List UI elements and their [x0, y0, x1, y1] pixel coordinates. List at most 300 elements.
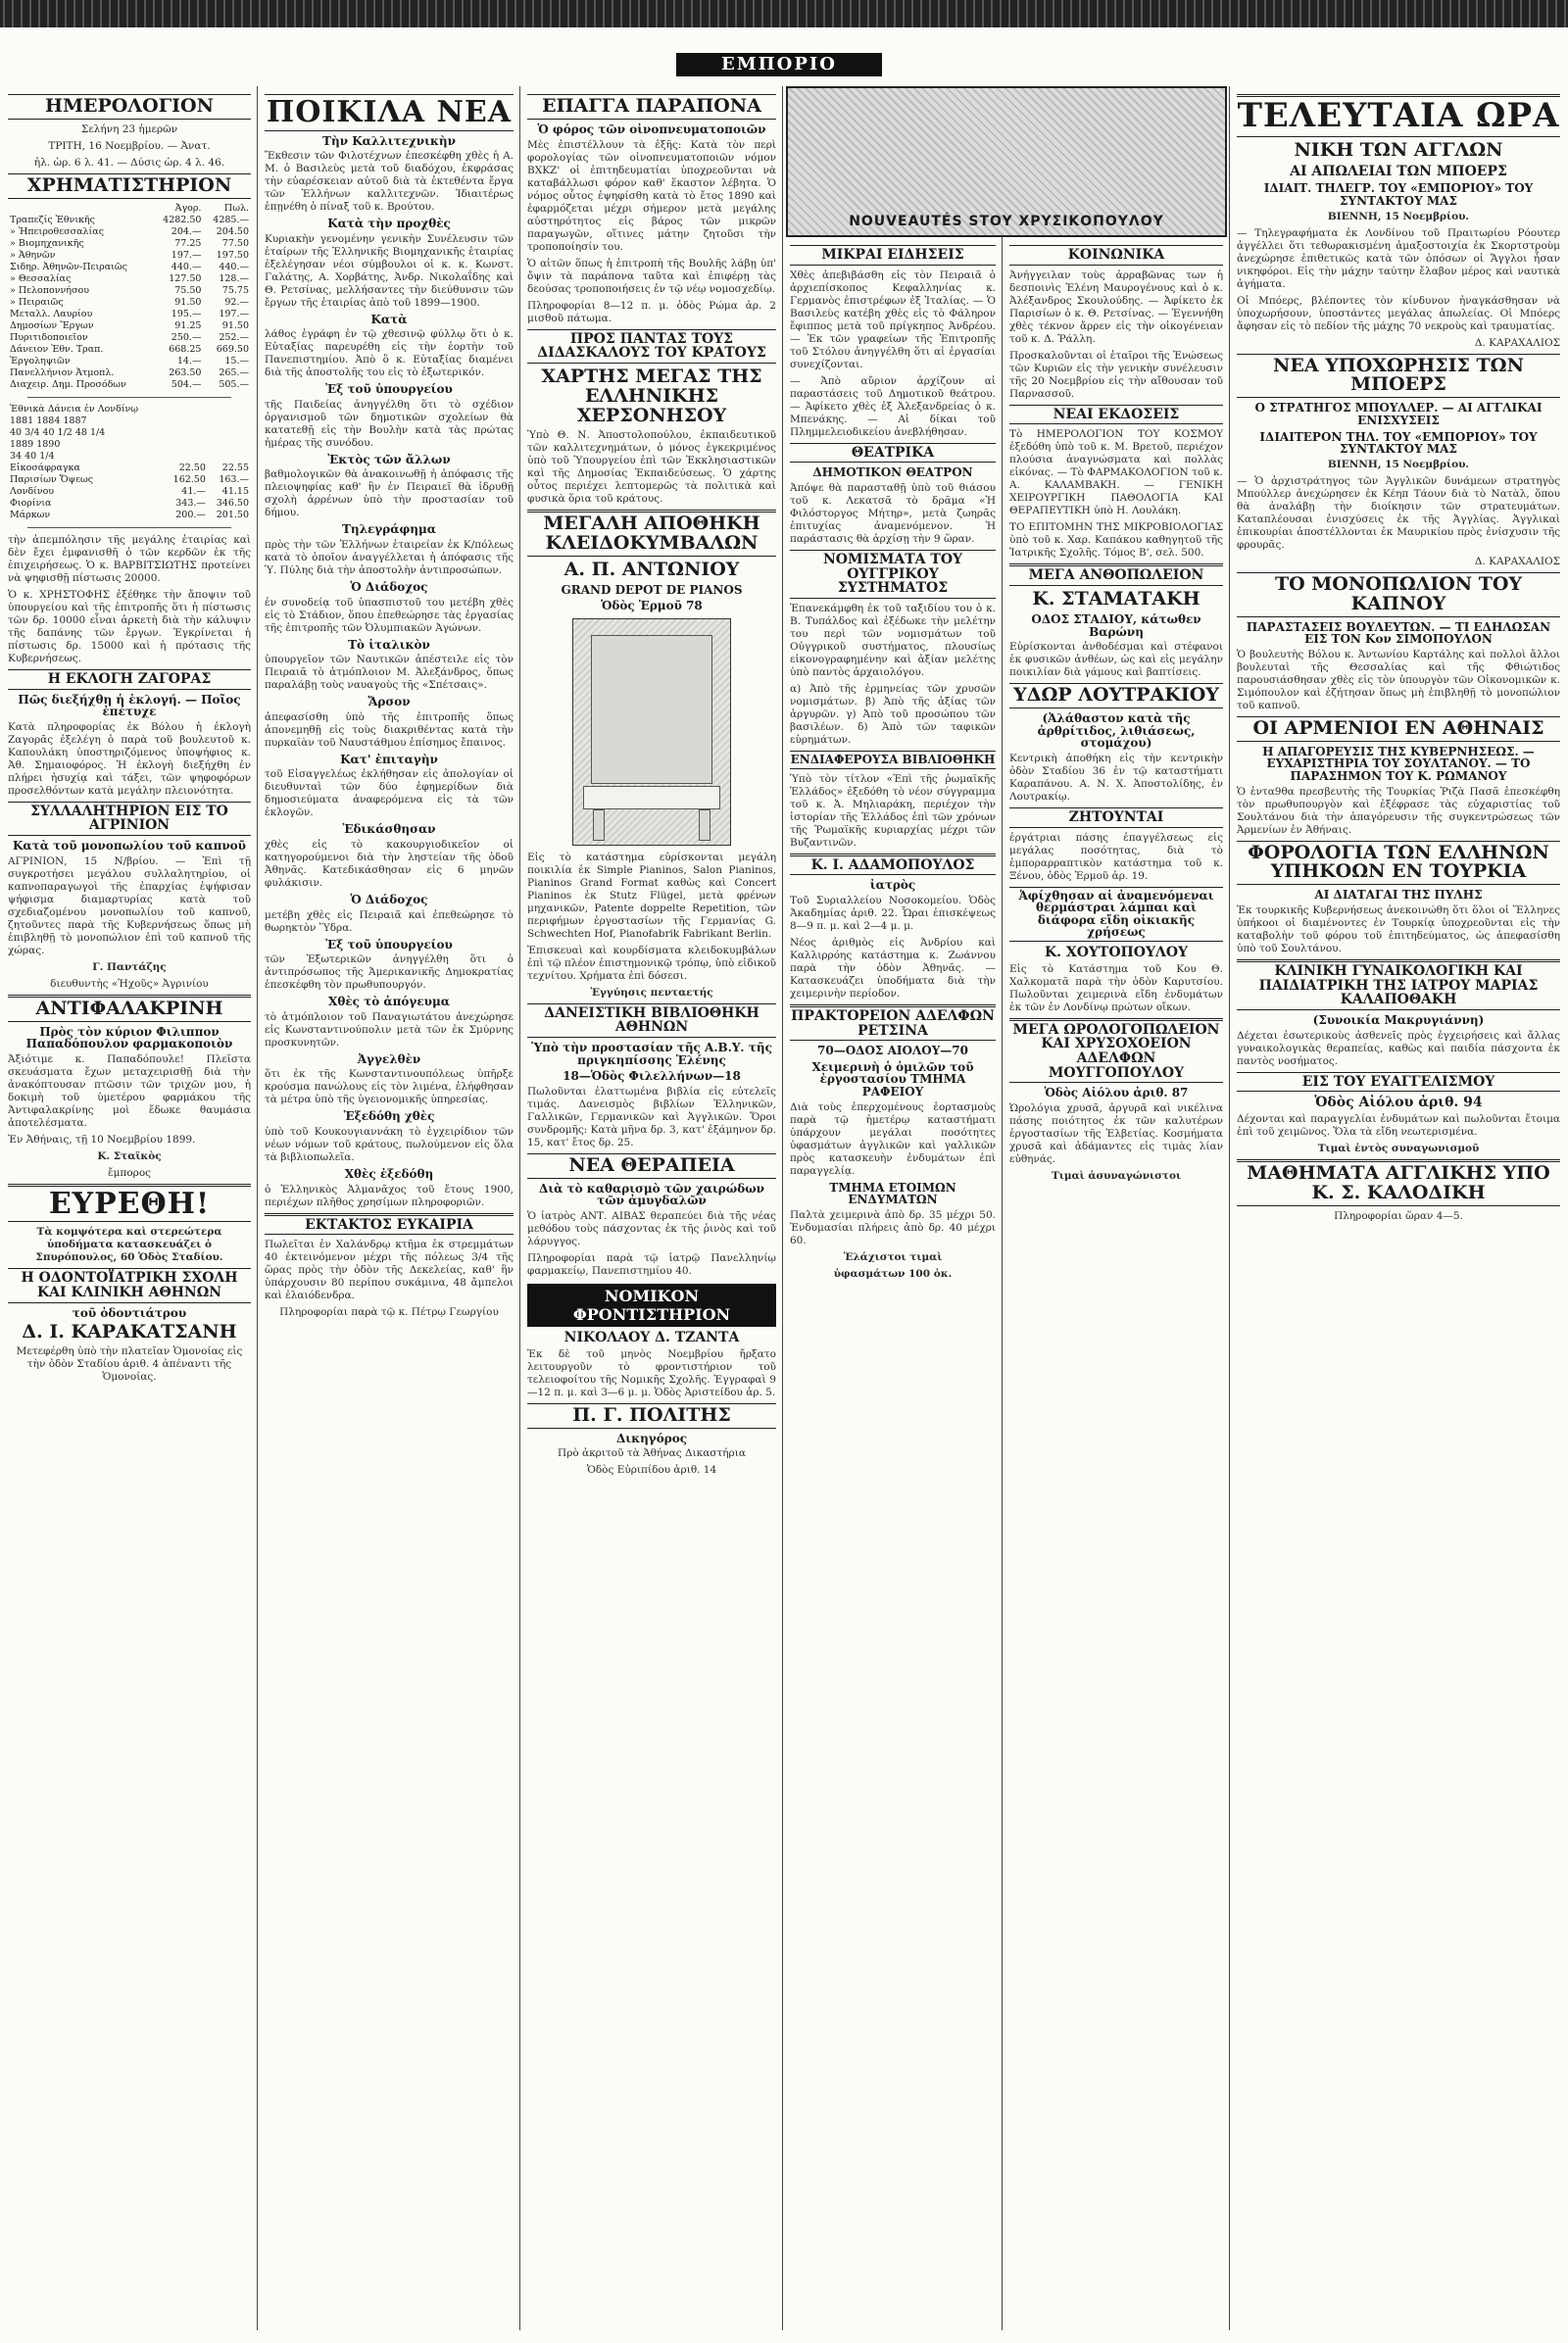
ad-text: Μετεφέρθη ὑπὸ τὴν πλατεῖαν Ὁμονοίας εἰς τὴν ὁδὸν Σταδίου ἀριθ. 4 ἀπέναντι τῆς Ὁμονοίας.	[16, 1345, 243, 1384]
ad-note: Τιμαὶ ἀσυναγώνιστοι	[1051, 1170, 1182, 1182]
table-cell: 22.50	[178, 462, 206, 473]
ad-text: Ὡρολόγια χρυσᾶ, ἀργυρᾶ καὶ νικέλινα πάσης ποιότητος ἐκ τῶν καλυτέρων ἐργοστασίων τῆς Ἑλβετίας. Κοσμήματα χρυσᾶ καὶ ἀδάμαντες εἰς τιμὰς λίαν εὐθηνάς.	[1009, 1102, 1223, 1165]
calendar-line: ΤΡΙΤΗ, 16 Νοεμβρίου. — Ἀνατ.	[48, 139, 211, 152]
article-text: τὴν ἀπεμπόλησιν τῆς μεγάλης ἐταιρίας καὶ δὲν ἔχει ἐμφανισθῆ ὁ τῶν κερδῶν ἐκ τῆς ἐπιχειρήσεως. Ὁ κ. ΒΑΡΒΙΤΣΙΩΤΗΣ προτείνει νὰ ψηφισθῇ πίστωσις 20000.	[8, 533, 251, 584]
table-cell	[165, 427, 208, 439]
article-heading: Η ΕΚΛΟΓΗ ΖΑΓΟΡΑΣ	[8, 669, 251, 690]
table-cell: 41.—	[181, 485, 206, 497]
ad-text: Ἐκ δὲ τοῦ μηνὸς Νοεμβρίου ἤρξατο λειτουργοῦν τὸ φροντιστήριον τοῦ τελειοφοίτου τῆς Νομικῆς Σχολῆς. Ἐγγραφαὶ 9—12 π. μ. καὶ 3—6 μ. μ. Ὁδὸς Ἀριστείδου ἀρ. 5.	[527, 1347, 776, 1398]
article-subheading: Κατὰ τοῦ μονοπωλίου τοῦ καπνοῦ	[12, 839, 247, 854]
table-cell: 505.—	[219, 378, 249, 390]
table-row	[8, 474, 251, 486]
masthead: ΕΜΠΟΡΙΟ	[676, 53, 882, 76]
table-cell: 91.25	[174, 319, 202, 331]
table-cell: 77.25	[174, 237, 202, 249]
signature-role: διευθυντὴς «Ἠχοῦς» Ἀγρινίου	[50, 977, 209, 990]
section-title: ΚΟΙΝΩΝΙΚΑ	[1009, 245, 1223, 266]
ad-heading: Κ. Ι. ΑΔΑΜΟΠΟΥΛΟΣ	[790, 854, 996, 876]
ad-subheading: Πρὸς τὸν κύριον Φιλιππον Παπαδόπουλον φαρμακοποιὸν	[25, 1024, 233, 1051]
ad-heading: ΕΚΤΑΚΤΟΣ ΕΥΚΑΙΡΙΑ	[265, 1213, 514, 1236]
news-text: ὁ Ἑλληνικὸς Ἀλμανᾶχος τοῦ ἔτους 1900, περιέχων πλῆθος χρησίμων πληροφοριῶν.	[265, 1183, 514, 1208]
top-border-band	[0, 0, 1568, 27]
table-row	[8, 262, 251, 273]
table-row	[8, 367, 251, 379]
news-heading: Κατὰ τὴν προχθὲς	[327, 217, 451, 231]
signature: Κ. Σταϊκὸς	[97, 1149, 162, 1162]
calendar-title: ΗΜΕΡΟΛΟΓΙΟΝ	[8, 94, 251, 120]
column-3	[527, 90, 776, 2334]
piano-leg	[593, 809, 605, 841]
section-title: ΤΕΛΕΥΤΑΙΑ ΩΡΑ	[1237, 96, 1560, 135]
ad-text: Ὁ ἰατρὸς ΑΝΤ. ΑΙΒΑΣ θεραπεύει διὰ τῆς νέας μεθόδου τοὺς πάσχοντας ἐκ τῆς ῥινὸς καὶ τοῦ λάρυγγος.	[527, 1210, 776, 1247]
ad-text: Νέος ἀριθμὸς εἰς Ἀνδρίου καὶ Καλλιρρόης κατάστημα κ. Ζωάννου παρὰ τὴν ὁδὸν Ἀθηνᾶς. — Κατασκευάζει ὑποδήματα διὰ τὴν χειμερινὴν περίοδον.	[790, 936, 996, 1000]
table-row	[8, 510, 251, 521]
news-text: Προσκαλοῦνται οἱ ἑταῖροι τῆς Ἑνώσεως τῶν Κυριῶν εἰς τὴν γενικὴν συνέλευσιν τῆς 20 Νοεμβρίου εἰς τὴν αἴθουσαν τοῦ Παρνασσοῦ.	[1009, 349, 1223, 400]
table-header-cell	[8, 203, 153, 215]
ad-heading: ΖΗΤΟΥΝΤΑΙ	[1009, 807, 1223, 828]
ad-contact: Πληροφορίαι παρὰ τῷ κ. Πέτρῳ Γεωργίου	[279, 1306, 499, 1319]
signature-role: ἔμπορος	[107, 1166, 152, 1179]
table-cell: 195.—	[171, 308, 202, 319]
news-heading: Τὸ ἰταλικὸν	[348, 637, 430, 652]
ad-date: Ἐν Ἀθήναις, τῇ 10 Νοεμβρίου 1899.	[8, 1133, 196, 1146]
column-1	[8, 90, 251, 2334]
article-heading: ΤΟ ΜΟΝΟΠΩΛΙΟΝ ΤΟΥ ΚΑΠΝΟΥ	[1237, 572, 1560, 617]
ad-heading: Π. Γ. ΠΟΛΙΤΗΣ	[527, 1403, 776, 1429]
piano-leg	[699, 809, 710, 841]
news-heading: Ἐδικάσθησαν	[342, 822, 436, 837]
article-subheading: ΔΗΜΟΤΙΚΟΝ ΘΕΑΤΡΟΝ	[812, 465, 973, 480]
ad-note: ὑφασμάτων 100 ὀκ.	[833, 1267, 953, 1280]
table-cell: 92.—	[224, 296, 249, 308]
table-cell: 4285.—	[213, 214, 249, 225]
article-text: Μὲς ἐπιστέλλουν τὰ ἑξῆς: Κατὰ τὸν περὶ φορολογίας τῶν οἰνοπνευματοποιῶν νόμον ΒΧΚΖ' οἱ ἐπιτηδευματίαι ὑποχρεοῦνται νὰ καταβάλλωσι φόρον καθ' ἕκαστον λέβητα. Ὁ νόμος οὗτος ἐψηφίσθη κατὰ τὸ ἔτος 1890 καὶ ἐφαρμόζεται μέχρι σήμερον μετὰ μεγάλης αὐστηρότητος εἰς βάρος τῶν μικρῶν παραγωγῶν, οἵτινες μάτην ζητοῦσι τὴν τροποποίησίν του.	[527, 138, 776, 253]
news-heading: Ἀγγελθὲν	[357, 1051, 421, 1066]
table-row	[8, 215, 251, 226]
news-text: τὸ ἀτμόπλοιον τοῦ Παναγιωτάτου ἀνεχώρησε εἰς Κωνσταντινούπολιν μετὰ τῶν ἐκ Σμύρνης προσκυνητῶν.	[265, 1010, 514, 1049]
news-text: ὑπὸ τοῦ Κουκουγιαννάκη τὸ ἐγχειρίδιον τῶν νέων νόμων τοῦ κράτους, πωλούμενον εἰς ὅλα τὰ βιβλιοπωλεῖα.	[265, 1126, 514, 1163]
table-cell: 263.50	[169, 366, 202, 378]
article-text: Ὁ κ. ΧΡΗΣΤΟΦΗΣ ἐξέθηκε τὴν ἄποψιν τοῦ ὑπουργείου καὶ τῆς ἐπιτροπῆς ὅτι ἡ πίστωσις τῶν δρ. 10000 εἶναι ἀρκετὴ διὰ τὴν κάλυψιν τῆς δαπάνης τῶν ἔργων. Ἐγκρίνεται ἡ πίστωσις δρ. 15000 καὶ ἡ πρότασις τῆς Κυβερνήσεως.	[8, 588, 251, 664]
ad-heading: Η ΟΔΟΝΤΟΪΑΤΡΙΚΗ ΣΧΟΛΗ ΚΑΙ ΚΛΙΝΙΚΗ ΑΘΗΝΩΝ	[8, 1268, 251, 1302]
news-text: τῶν Ἐξωτερικῶν ἀνηγγέλθη ὅτι ὁ ἀντιπρόσωπος τῆς Ἀμερικανικῆς Δημοκρατίας ἐπεσκέφθη τὸν πρωθυπουργόν.	[265, 953, 514, 992]
piano-keyboard	[583, 786, 720, 809]
ad-address: Ὁδὸς Αἰόλου ἀριθ. 87	[1044, 1086, 1189, 1100]
table-cell: 40 3/4 40 1/2 48 1/4	[10, 426, 106, 438]
table-row	[8, 332, 251, 344]
table-cell: » Πελοποννήσου	[10, 284, 89, 296]
table-row	[8, 463, 251, 474]
exchange-table	[8, 203, 251, 391]
divider	[27, 527, 231, 528]
ad-subheading: τοῦ ὀδοντιάτρου	[72, 1305, 187, 1320]
ad-subheading: (Ἀλάθαστον κατὰ τῆς ἀρθρίτιδος, λιθιάσεως, στομάχου)	[1037, 711, 1196, 751]
table-cell: Δημοσίων Ἔργων	[10, 319, 94, 331]
news-heading: Ἐξεδόθη χθὲς	[343, 1109, 435, 1124]
table-cell: 440.—	[171, 261, 202, 272]
news-heading: Ἐξ τοῦ ὑπουργείου	[325, 937, 453, 952]
article-text: ΑΓΡΙΝΙΟΝ, 15 Ν/βρίου. — Ἐπὶ τῇ συγκροτήσει μεγάλου συλλαλητηρίου, οἱ καπνοπαραγωγοὶ τῆς ἐπαρχίας ἐψήφισαν ψήφισμα διαμαρτυρίας κατὰ τοῦ σχεδιαζομένου μονοπωλίου τοῦ καπνοῦ, ζητοῦντες παρὰ τῆς Κυβερνήσεως ὅπως μὴ ἐπιβληθῇ τὸ μονοπώλιον ἐπὶ τοῦ καπνοῦ τῆς χώρας.	[8, 854, 251, 956]
table-cell: 162.50	[172, 473, 206, 485]
table-row	[8, 498, 251, 510]
table-cell: 163.—	[219, 473, 249, 485]
table-cell: 127.50	[169, 272, 202, 284]
ad-address: ΟΔΟΣ ΣΤΑΔΙΟΥ, κάτωθεν Βαρώνη	[1031, 612, 1201, 639]
table-cell: » Ἀθηνῶν	[10, 249, 56, 261]
article-subheading: ΠΑΡΑΣΤΑΣΕΙΣ ΒΟΥΛΕΥΤΩΝ. — ΤΙ ΕΔΗΛΩΣΑΝ ΕΙΣ ΤΟΝ Κον ΣΙΜΟΠΟΥΛΟΝ	[1246, 619, 1551, 647]
section-title: ΕΠΑΓΓΑ ΠΑΡΑΠΟΝΑ	[527, 94, 776, 120]
table-cell: 15.—	[224, 355, 249, 366]
ad-text: Εἰς τὸ Κατάστημα τοῦ Κου Θ. Χαλκοματᾶ παρὰ τὴν ὁδὸν Καρυτσίου. Πωλοῦνται χειμερινὰ εἴδη ἐνδυμάτων ἐκ τῶν ἐν Λονδίνῳ πρώτων οἴκων.	[1009, 962, 1223, 1013]
ad-subheading: Ὑπὸ τὴν προστασίαν τῆς Α.Β.Υ. τῆς πριγκηπίσσης Ἑλένης	[531, 1041, 772, 1067]
ad-heading: ΜΑΘΗΜΑΤΑ ΑΓΓΛΙΚΗΣ ΥΠΟ Κ. Σ. ΚΑΛΟΔΙΚΗ	[1237, 1159, 1560, 1206]
table-cell: Σιδηρ. Ἀθηνῶν-Πειραιῶς	[10, 261, 127, 272]
news-heading: Ἐξ τοῦ ὑπουργείου	[325, 382, 453, 397]
article-text: Ἐπανεκάμφθη ἐκ τοῦ ταξιδίου του ὁ κ. Β. Τυπάλδος καὶ ἐξέδωκε τὴν μελέτην του περὶ τῶν νομισμάτων τοῦ Οὐγγρικοῦ συστήματος, πλουσίως εἰκονογραφημένην καὶ ἀξίαν μελέτης ὑπὸ παντὸς ἀρχαιολόγου.	[790, 603, 996, 679]
table-header-cell: Ἀγορ.	[174, 202, 202, 214]
table-cell: 440.—	[219, 261, 249, 272]
table-cell: 252.—	[219, 331, 249, 343]
table-row	[8, 486, 251, 498]
table-cell: 669.50	[216, 343, 249, 355]
table-cell	[165, 404, 208, 415]
news-text: Ἔκθεσιν τῶν Φιλοτέχνων ἐπεσκέφθη χθὲς ἡ Α. Μ. ὁ Βασιλεὺς μετὰ τοῦ διαδόχου, ἐκφράσας τὴν εὐαρέσκειαν αὐτοῦ διὰ τὰ ἐκτεθέντα ἔργα τῶν Ἑλλήνων καλλιτεχνῶν. Ἰδιαιτέρως ἐπῃνέθη ὁ πίναξ τοῦ κ. Βρούτου.	[265, 150, 514, 214]
table-cell: 197.—	[219, 308, 249, 319]
table-cell: Ἐθνικὰ Δάνεια ἐν Λονδίνῳ	[10, 403, 139, 415]
news-text: ὅτι ἐκ τῆς Κωνσταντινουπόλεως ὑπῆρξε κρούσμα πανώλους εἰς τὸν λιμένα, ἐλήφθησαν τὰ μέτρα ὑπὸ τῆς ὑγειονομικῆς ὑπηρεσίας.	[265, 1068, 514, 1106]
article-text: Ὁ βουλευτὴς Βόλου κ. Ἀντωνίου Καρτάλης καὶ πολλοὶ ἄλλοι βουλευταὶ τῆς Θεσσαλίας καὶ τῆς Φθιώτιδος παρουσιάσθησαν χθὲς εἰς τὸν ὑπουργὸν τῶν Οἰκονομικῶν κ. Σιμόπουλον καὶ ἐζήτησαν ὅπως μὴ ἐπιβληθῇ τὸ μονοπώλιον τοῦ καπνοῦ.	[1237, 648, 1560, 711]
table-row	[8, 320, 251, 332]
ad-note: Τιμαὶ ἐντὸς συναγωνισμοῦ	[1317, 1143, 1480, 1155]
table-cell: 22.55	[221, 462, 249, 473]
news-heading: Ὁ Διάδοχος	[350, 580, 428, 595]
ad-heading: ΚΛΙΝΙΚΗ ΓΥΝΑΙΚΟΛΟΓΙΚΗ ΚΑΙ ΠΑΙΔΙΑΤΡΙΚΗ ΤΗΣ ΙΑΤΡΟΥ ΜΑΡΙΑΣ ΚΑΛΑΠΟΘΑΚΗ	[1237, 959, 1560, 1010]
table-cell	[208, 439, 251, 451]
ad-text: Ἐπισκευαὶ καὶ κουρδίσματα κλειδοκυμβάλων ἐπὶ τῷ πλέον ἐπιστημονικῷ τρόπῳ, ὑπὸ εἰδικοῦ τεχνίτου. Χρήματα ἐπὶ δόσεσι.	[527, 944, 776, 982]
table-row	[8, 427, 251, 439]
news-text: μετέβη χθὲς εἰς Πειραιᾶ καὶ ἐπεθεώρησε τὸ θωρηκτὸν Ὕδρα.	[265, 908, 514, 934]
table-row	[8, 356, 251, 367]
table-cell: 14.—	[176, 355, 202, 366]
news-text: τῆς Παιδείας ἀνηγγέλθη ὅτι τὸ σχέδιον ὀργανισμοῦ τῶν δημοτικῶν σχολείων θὰ κατατεθῇ εἰς τὴν Βουλὴν κατὰ τὰς πρώτας ἡμέρας τῆς συνόδου.	[265, 398, 514, 449]
article-heading: ΝΙΚΗ ΤΩΝ ΑΓΓΛΩΝ	[1294, 138, 1503, 161]
banner-label: NOUVEAUTÉS STOY ΧΡΥΣΙΚΟΠΟΥΛΟΥ	[849, 214, 1164, 229]
table-cell	[208, 415, 251, 427]
ad-text: Ἀξιότιμε κ. Παπαδόπουλε! Πλεῖστα σκευάσματα ἔχων μεταχειρισθῇ διὰ τὴν ἀνακόπτουσαν πτῶσιν τῶν τριχῶν μου, ἡ δοκιμὴ τοῦ ὑμετέρου φαρμάκου τῆς Ἀντιφαλακρίνης μοὶ ἔδωκε θαυμάσια ἀποτελέσματα.	[8, 1052, 251, 1129]
table-cell: 75.50	[174, 284, 202, 296]
news-heading: Χθὲς ἐξεδόθη	[344, 1167, 434, 1181]
news-text: Κυριακὴν γενομένην γενικὴν Συνέλευσιν τῶν ἑταίρων τῆς Ἑλληνικῆς Βιομηχανικῆς ἑταιρίας ἐξελέγησαν νέοι σύμβουλοι οἱ κ. κ. Κωνστ. Γαλάτης, Α. Χορβάτης, Ἀνδρ. Νικολαΐδης καὶ Θ. Ρετσίνας, μελλήσαντες τὴν διεύθυνσιν τῶν ἔργων τῆς ἑταιρίας ἀπὸ τοῦ 1899—1900.	[265, 232, 514, 309]
table-cell: » Ἠπειροθεσσαλίας	[10, 225, 105, 237]
table-cell: 343.—	[175, 497, 206, 509]
column-rule	[1229, 86, 1230, 2330]
ad-address: Ὁδὸς Εὐριπίδου ἀριθ. 14	[586, 1464, 717, 1477]
article-heading-large: ΧΑΡΤΗΣ ΜΕΓΑΣ ΤΗΣ ΕΛΛΗΝΙΚΗΣ ΧΕΡΣΟΝΗΣΟΥ	[541, 365, 762, 426]
ad-heading: Ἀφίχθησαν αἱ ἀναμενόμεναι θερμάστραι λάμπαι καὶ διάφορα εἴδη οἰκιακῆς χρήσεως	[1009, 887, 1223, 942]
news-text: — Ἀπὸ αὔριον ἀρχίζουν αἱ παραστάσεις τοῦ Δημοτικοῦ θεάτρου. — Ἀφίκετο χθὲς ἐξ Ἀλεξανδρείας ὁ κ. Μπενάκης. — Αἱ δίκαι τοῦ Πλημμελειοδικείου ἀνεβλήθησαν.	[790, 374, 996, 438]
ad-name: Κ. ΣΤΑΜΑΤΑΚΗ	[1032, 588, 1200, 610]
table-cell: 75.75	[221, 284, 249, 296]
news-heading: Ἄρσον	[368, 695, 411, 709]
article-heading: ΟΙ ΑΡΜΕΝΙΟΙ ΕΝ ΑΘΗΝΑΙΣ	[1237, 716, 1560, 742]
table-cell: 77.50	[221, 237, 249, 249]
article-subheading: ΑΙ ΔΙΑΤΑΓΑΙ ΤΗΣ ΠΥΛΗΣ	[1314, 888, 1483, 903]
ad-heading: ΜΕΓΑ ΩΡΟΛΟΓΟΠΩΛΕΙΟΝ ΚΑΙ ΧΡΥΣΟΧΟΕΙΟΝ ΑΔΕΛΦΩΝ ΜΟΥΓΓΟΠΟΥΛΟΥ	[1009, 1018, 1223, 1084]
article-text: Ὑπὸ τὸν τίτλον «Ἐπὶ τῆς ῥωμαϊκῆς Ἑλλάδος» ἐξεδόθη τὸ νέον σύγγραμμα τοῦ κ. Ἀ. Μηλιαράκη, περιέχον τὴν ἱστορίαν τῆς Ἑλλάδος ἐπὶ τῶν χρόνων τῆς Ῥωμαϊκῆς κυριαρχίας μέχρι τῶν Βυζαντινῶν.	[790, 772, 996, 849]
article-text: Τὸ ΗΜΕΡΟΛΟΓΙΟΝ ΤΟΥ ΚΟΣΜΟΥ ἐξεδόθη ὑπὸ τοῦ κ. Μ. Βρετοῦ, περιέχον πλούσια ἀναγνώσματα καὶ πολλὰς εἰκόνας. — Τὸ ΦΑΡΜΑΚΟΛΟΓΙΟΝ τοῦ κ. Α. ΚΑΛΑΜΒΑΚΗ. — ΓΕΝΙΚΗ ΧΕΙΡΟΥΡΓΙΚΗ ΠΑΘΟΛΟΓΙΑ ΚΑΙ ΘΕΡΑΠΕΥΤΙΚΗ ὑπὸ Η. Λουλάκη.	[1009, 428, 1223, 517]
news-heading: Κατ' ἐπιταγὴν	[340, 752, 438, 766]
article-heading: ΣΥΛΛΑΛΗΤΗΡΙΟΝ ΕΙΣ ΤΟ ΑΓΡΙΝΙΟΝ	[8, 802, 251, 836]
calendar-line: Σελήνη 23 ἡμερῶν	[80, 122, 178, 135]
ad-text: Εὑρίσκονται ἀνθοδέσμαι καὶ στέφανοι ἐκ φυσικῶν ἀνθέων, ὡς καὶ εἰς μεγάλην ποικιλίαν διὰ γάμους καὶ βαπτίσεις.	[1009, 641, 1223, 679]
news-text: ὑπουργεῖον τῶν Ναυτικῶν ἀπέστειλε εἰς τὸν Πειραιᾶ τὸ ἀτμόπλοιον Μ. Ἀλεξάνδρος, ὅπως παραλάβῃ τοὺς ναυαγοὺς τῆς «Σπέτσαις».	[265, 654, 514, 692]
ad-text: Κεντρικὴ ἀποθήκη εἰς τὴν κεντρικὴν ὁδὸν Σταδίου 36 ἐν τῷ καταστήματι Καραπάνου. Α. Ν. Χ. Ἀποστολίδης, ἐν Λουτρακίῳ.	[1009, 752, 1223, 803]
section-title: ΝΕΑΙ ΕΚΔΟΣΕΙΣ	[1009, 405, 1223, 425]
article-text: Ὁ ἐντα9θα πρεσβευτὴς τῆς Τουρκίας Ῥιζὰ Πασᾶ ἐπεσκέφθη τὸν πρωθυπουργὸν καὶ ἐξέφρασε τὰς εὐχαριστίας τοῦ Σουλτάνου διὰ τὴν ἀπαγόρευσιν τῆς συγκεντρώσεως τῶν Ἀρμενίων ἐν Ἀθήναις.	[1237, 785, 1560, 836]
article-heading: ΑΙ ΑΠΩΛΕΙΑΙ ΤΩΝ ΜΠΟΕΡΣ	[1290, 163, 1507, 179]
table-cell: 197.—	[171, 249, 202, 261]
article-text: Ὁ αἰτῶν ὅπως ἡ ἐπιτροπὴ τῆς Βουλῆς λάβῃ ὑπ' ὄψιν τὰ παράπονα ταῦτα καὶ ἐπιφέρῃ τὰς δεούσας τροποποιήσεις ἐν τῷ νέῳ νομοσχεδίῳ.	[527, 257, 776, 295]
ad-text: Διὰ τοὺς ἐπερχομένους ἑορτασμοὺς παρὰ τῷ ἡμετέρῳ καταστήματι ὑπάρχουν μεγάλαι ποσότητες ὑφασμάτων ἀγγλικῶν καὶ γαλλικῶν πρὸς κατασκευὴν ἐνδυμάτων ἐπὶ παραγγελίᾳ.	[790, 1100, 996, 1177]
section-title: ΠΟΙΚΙΛΑ ΝΕΑ	[266, 95, 513, 129]
news-text: πρὸς τὴν τῶν Ἐλλήνων ἑταιρείαν ἐκ Κ/πόλεως κατὰ τὸ ὁποῖον ἀναγγέλλεται ἡ ἀπόφασις τῆς Ὑ. Πύλης διὰ τὴν ἀποστολὴν ἀντιπροσώπων.	[265, 539, 514, 577]
table-cell: Ἐργοληψιῶν	[10, 355, 71, 366]
table-cell: Λονδίνου	[10, 485, 55, 497]
ad-name: ΝΙΚΟΛΑΟΥ Δ. ΤΖΑΝΤΑ	[564, 1330, 740, 1345]
table-row	[8, 439, 251, 451]
article-text: — Ὁ ἀρχιστράτηγος τῶν Ἀγγλικῶν δυνάμεων στρατηγὸς Μπούλλερ ἀνεχώρησεν ἐκ Κέηπ Τάουν διὰ τὸ Νατὰλ, ὅπου θὰ ἀναλάβῃ τὴν διοίκησιν τῶν στρατευμάτων. Καταπλέουσαι ἐνισχύσεις ἐκ τῆς Ἀγγλίας. Ἀγγλικαὶ ἐπικουρίαι ἀποστέλλονται ἐκ Μαυρικίου πρὸς ἐνίσχυσιν τῆς φρουρᾶς.	[1237, 474, 1560, 551]
article-text: Πληροφορίαι 8—12 π. μ. ὁδὸς Ρώμα ἀρ. 2 μισθοῦ πάτωμα.	[527, 299, 776, 324]
divider	[27, 397, 231, 398]
ad-address: Ὁδὸς Αἰόλου ἀριθ. 94	[1314, 1095, 1483, 1111]
ad-name: Δ. Ι. ΚΑΡΑΚΑΤΣΑΝΗ	[22, 1321, 237, 1343]
table-header	[8, 203, 251, 215]
article-subheading: ΙΔΙΑΙΤ. ΤΗΛΕΓΡ. ΤΟΥ «ΕΜΠΟΡΙΟΥ» ΤΟΥ ΣΥΝΤΑΚΤΟΥ ΜΑΣ	[1263, 181, 1534, 208]
table-row	[8, 297, 251, 309]
table-cell: 197.50	[216, 249, 249, 261]
ad-note: Ἐλάχιστοι τιμαὶ	[843, 1250, 943, 1263]
piano-body	[591, 635, 712, 784]
ad-heading: ΜΕΓΑ ΑΝΘΟΠΩΛΕΙΟΝ	[1009, 563, 1223, 586]
column-5	[1009, 241, 1223, 2332]
table-cell	[208, 451, 251, 463]
news-text: τοῦ Εἰσαγγελέως ἐκλήθησαν εἰς ἀπολογίαν οἱ διευθυνταὶ τῶν δύο ἐφημερίδων διὰ δημοσιεύματα ἀναφερόμενα εἰς τὰ τῶν ἐκλογῶν.	[265, 768, 514, 819]
ad-heading-large: ΕΥΡΕΘΗ!	[8, 1184, 251, 1223]
table-cell: 265.—	[219, 366, 249, 378]
ad-address: Ὁδὸς Ἑρμοῦ 78	[601, 599, 703, 613]
ad-subheading: Χειμερινὴ ὁ ὁμιλῶν τοῦ ἐργοστασίου ΤΜΗΜΑ ΡΑΦΕΙΟΥ	[811, 1059, 974, 1099]
table-cell: 668.25	[169, 343, 202, 355]
table-cell: 34 40 1/4	[10, 450, 55, 462]
news-text: Χθὲς ἀπεβιβάσθη εἰς τὸν Πειραιᾶ ὁ ἀρχιεπίσκοπος Κεφαλληνίας κ. Γερμανὸς ἐπιστρέφων ἐξ Ἰταλίας. — Ὁ Βασιλεὺς κατέβη χθὲς εἰς τὸ Φάληρον ἔφιππος μετὰ τοῦ πρίγκηπος Ἀνδρέου. — Ἐκ τῶν γραφείων τῆς Ἐπιτροπῆς τοῦ Στόλου ἀνηγγέλθη ὅτι αἱ ἐργασίαι συνεχίζονται.	[790, 268, 996, 370]
table-cell: 504.—	[171, 378, 202, 390]
table-cell: Διαχειρ. Δημ. Προσόδων	[10, 378, 126, 390]
table-row	[8, 285, 251, 297]
table-cell: 128.—	[219, 272, 249, 284]
ad-text: Δέχονται καὶ παραγγελίαι ἐνδυμάτων καὶ πωλοῦνται ἔτοιμα ἐπὶ τοῦ χειμῶνος. Ὅλα τὰ εἴδη νεωτερισμένα.	[1237, 1113, 1560, 1139]
article-subheading: Πῶς διεξήχθη ἡ ἐκλογή. — Ποῖος ἐπέτυχε	[18, 692, 241, 719]
ad-text: Τοῦ Συριαλλείου Νοσοκομείου. Ὁδὸς Ἀκαδημίας ἀριθ. 22. Ὧραι ἐπισκέψεως 8—9 π. μ. καὶ 2—4 μ. μ.	[790, 894, 996, 932]
article-heading: ΝΟΜΙΣΜΑΤΑ ΤΟΥ ΟΥΓΓΡΙΚΟΥ ΣΥΣΤΗΜΑΤΟΣ	[790, 550, 996, 599]
article-subheading: Η ΑΠΑΓΟΡΕΥΣΙΣ ΤΗΣ ΚΥΒΕΡΝΗΣΕΩΣ. — ΕΥΧΑΡΙΣΤΗΡΙΑ ΤΟΥ ΣΟΥΛΤΑΝΟΥ. — ΤΟ ΠΑΡΑΣΗΜΟΝ ΤΟΥ Κ. ΡΩΜΑΝΟΥ	[1262, 744, 1535, 783]
table-cell	[165, 439, 208, 451]
column-rule	[257, 86, 258, 2330]
table-cell: 204.—	[171, 225, 202, 237]
dateline: ΒΙΕΝΝΗ, 15 Νοεμβρίου.	[1327, 458, 1470, 470]
ad-subheading: ἰατρὸς	[869, 878, 916, 893]
table-cell: Παρισίων Ὄψεως	[10, 473, 94, 485]
table-cell: 41.15	[221, 485, 249, 497]
column-rule	[1002, 86, 1003, 2330]
news-heading: Χθὲς τὸ ἀπόγευμα	[328, 995, 450, 1009]
ad-subheading: (Συνοικία Μακρυγιάννη)	[1312, 1013, 1485, 1028]
signature: Γ. Παντάζης	[92, 960, 167, 973]
ad-text: Εἰς τὸ κατάστημα εὑρίσκονται μεγάλη ποικιλία ἐκ Simple Pianinos, Salon Pianinos, Pianinos Grand Format καθὼς καὶ Concert Pianinos ἐκ Stutz Flügel, μετὰ φρένων μηχανικῶν, Patente doppelte Repetition, τῶν περιφήμων ἐργοστασίων τῆς Γερμανίας G. Schwechten Hof, Pianofabrik Fabrikant Berlin.	[527, 851, 776, 940]
table-row	[8, 309, 251, 320]
ad-name: Κ. ΧΟΥΤΟΠΟΥΛΟΥ	[1044, 944, 1189, 960]
table-cell: Πανελλήνιον Ἀτμοπλ.	[10, 366, 115, 378]
table-cell: 346.50	[216, 497, 249, 509]
ad-name: Α. Π. ΑΝΤΩΝΙΟΥ	[564, 558, 740, 580]
table-cell: 1889 1890	[10, 438, 61, 450]
table-cell: 204.50	[216, 225, 249, 237]
ad-address: 18—Ὁδὸς Φιλελλήνων—18	[563, 1069, 741, 1084]
ad-text: Παλτὰ χειμερινὰ ἀπὸ δρ. 35 μέχρι 50. Ἐνδυμασίαι πλήρεις ἀπὸ δρ. 40 μέχρι 60.	[790, 1208, 996, 1246]
ad-subheading: Πληροφορίαι ὥραν 4—5.	[1334, 1209, 1463, 1222]
table-row	[8, 379, 251, 391]
article-text: Κατὰ πληροφορίας ἐκ Βόλου ἡ ἐκλογὴ Ζαγορᾶς ἐξελέγη ὁ παρὰ τοῦ βουλευτοῦ κ. Καπουλάκη ὑποστηριζόμενος ὑποψήφιος κ. Ἀθ. Σημαιοφόρος. Ἡ ἐκλογὴ διεξήχθη ἐν πλήρει ἡσυχίᾳ καὶ τάξει, τῶν ψηφοφόρων προσελθόντων κατὰ μεγάλην πλειονότητα.	[8, 720, 251, 797]
news-text: ἀπεφασίσθη ὑπὸ τῆς ἐπιτροπῆς ὅπως ἀπονεμηθῇ εἰς τοὺς διακριθέντας κατὰ τὴν πυρκαϊὰν τοῦ Ναυστάθμου ἐπίσημος ἔπαινος.	[265, 710, 514, 749]
article-text: Ἀπόψε θὰ παρασταθῇ ὑπὸ τοῦ θιάσου τοῦ κ. Λεκατσᾶ τὸ δρᾶμα «Ἡ Φιλόστοργος Μήτηρ», μετὰ ζωηρᾶς ἐπιτυχίας ἀναμενόμενον. Ἡ παράστασις θὰ ἀρχίσῃ τὴν 9 ὥραν.	[790, 481, 996, 545]
table-row	[8, 451, 251, 463]
article-text: Οἱ Μπόερς, βλέποντες τὸν κίνδυνον ἠναγκάσθησαν νὰ ὑποχωρήσουν, ὑποστάντες μεγάλας ἀπωλείας. Οἱ Μπόερς ἄφησαν εἰς τὸ πεδίον τῆς μάχης 70 νεκροὺς καὶ τραυματίας.	[1237, 294, 1560, 332]
article-text: Ὑπὸ Θ. Ν. Ἀποστολοπούλου, ἐκπαιδευτικοῦ τῶν καλλιτεχνημάτων, ὁ μόνος ἐγκεκριμένος ὑπὸ τοῦ Ὑπουργείου ἐπὶ τῶν Ἐκκλησιαστικῶν καὶ τῆς Δημοσίας Ἐκπαιδεύσεως. Ὁ χάρτης οὗτος περιέχει λεπτομερῶς τὰ πολιτικὰ καὶ φυσικὰ ὅρια τοῦ κράτους.	[527, 428, 776, 505]
ad-heading-inverse: ΝΟΜΙΚΟΝ ΦΡΟΝΤΙΣΤΗΡΙΟΝ	[527, 1284, 776, 1327]
section-title: ΘΕΑΤΡΙΚΑ	[790, 443, 996, 464]
article-text: α) Ἀπὸ τῆς ἑρμηνείας τῶν χρυσῶν νομισμάτων. β) Ἀπὸ τῆς ἀξίας τῶν ἀργυρῶν. γ) Ἀπὸ τοῦ προσώπου τῶν βασιλέων. δ) Ἀπὸ τῶν ταφικῶν εὑρημάτων.	[790, 683, 996, 747]
article-text: Ἐκ τουρκικῆς Κυβερνήσεως ἀνεκοινώθη ὅτι ὅλοι οἱ Ἕλληνες ὑπήκοοι οἱ διαμένοντες ἐν Τουρκίᾳ ὑποχρεοῦνται εἰς τὴν καταβολὴν τοῦ φόρου τοῦ ἐπιτηδεύματος, ὡς ἀπεφασίσθη ὑπὸ τοῦ Σουλτάνου.	[1237, 904, 1560, 954]
signature: Δ. ΚΑΡΑΧΑΛΙΟΣ	[1474, 336, 1560, 349]
ad-text: Πωλοῦνται ἐλαττωμένα βιβλία εἰς εὐτελεῖς τιμάς. Δανεισμὸς βιβλίων Ἑλληνικῶν, Γαλλικῶν, Γερμανικῶν καὶ Ἀγγλικῶν. Ὅροι συνδρομῆς: Κατὰ μῆνα δρ. 3, κατ' ἐξάμηνον δρ. 15, κατ' ἔτος δρ. 25.	[527, 1085, 776, 1148]
table-cell: » Βιομηχανικῆς	[10, 237, 84, 249]
news-heading: Ὁ Διάδοχος	[350, 893, 428, 907]
exchange-table-2	[8, 404, 251, 521]
table-row	[8, 273, 251, 285]
news-text: χθὲς εἰς τὸ κακουργιοδικεῖον οἱ κατηγορούμενοι διὰ τὴν ληστείαν τῆς ὁδοῦ Ἀθηνᾶς. Κατεδικάσθησαν εἰς 6 μηνῶν φυλάκισιν.	[265, 839, 514, 890]
article-subheading: Ο ΣΤΡΑΤΗΓΟΣ ΜΠΟΥΛΛΕΡ. — ΑΙ ΑΓΓΛΙΚΑΙ ΕΝΙΣΧΥΣΕΙΣ	[1254, 401, 1543, 427]
table-cell: Μάρκων	[10, 509, 51, 520]
ad-heading: ΥΔΩΡ ΛΟΥΤΡΑΚΙΟΥ	[1009, 683, 1223, 708]
table-cell: Μεταλλ. Λαυρίου	[10, 308, 93, 319]
article-subheading: Ὁ φόρος τῶν οἰνοπνευματοποιῶν	[537, 122, 766, 136]
news-heading: Τηλεγράφημα	[341, 522, 437, 537]
ad-subheading: GRAND DEPOT DE PIANOS	[561, 582, 743, 597]
table-cell: 200.—	[175, 509, 206, 520]
illustrated-banner	[786, 86, 1227, 237]
section-title: ΜΙΚΡΑΙ ΕΙΔΗΣΕΙΣ	[790, 245, 996, 266]
ad-heading: ΝΕΑ ΘΕΡΑΠΕΙΑ	[527, 1153, 776, 1179]
ad-heading: ΑΝΤΙΦΑΛΑΚΡΙΝΗ	[8, 995, 251, 1022]
table-cell: 250.—	[171, 331, 202, 343]
news-text: Ἀνήγγειλαν τοὺς ἀρραβῶνας των ἡ δεσποινὶς Ἑλένη Μαυρογένους καὶ ὁ κ. Ἀλέξανδρος Σκουλούδης. — Ἀφίκετο ἐκ Παρισίων ὁ κ. Θ. Ρετσίνας. — Ἐγεννήθη χθὲς τέκνον ἄρρεν εἰς τὴν οἰκογένειαν τοῦ κ. Δ. Ῥάλλη.	[1009, 268, 1223, 345]
ad-heading: ΜΕΓΑΛΗ ΑΠΟΘΗΚΗ ΚΛΕΙΔΟΚΥΜΒΑΛΩΝ	[527, 510, 776, 557]
ad-subheading: ΤΜΗΜΑ ΕΤΟΙΜΩΝ ΕΝΔΥΜΑΤΩΝ	[829, 1180, 956, 1207]
table-cell	[165, 451, 208, 463]
table-row	[8, 250, 251, 262]
ad-subheading: Διὰ τὸ καθαρισμὸ τῶν χαιρώδων τῶν ἀμυγδαλῶν	[539, 1181, 764, 1208]
ad-heading: ΠΡΑΚΤΟΡΕΙΟΝ ΑΔΕΛΦΩΝ ΡΕΤΣΙΝΑ	[790, 1004, 996, 1041]
news-text: λάθος ἐγράφη ἐν τῷ χθεσινῷ φύλλῳ ὅτι ὁ κ. Εὐταξίας παρευρέθη εἰς τὴν ἑορτὴν τοῦ Πανεπιστημίου. Ἀπὸ ὃ κ. Εὐταξίας διαμένει διὰ τῆς ἀποστολῆς του εἰς τὸ ἐξωτερικόν.	[265, 328, 514, 379]
ad-note: Ἐγγύησις πενταετής	[590, 986, 713, 999]
column-4	[790, 241, 996, 2332]
table-cell: » Θεσσαλίας	[10, 272, 72, 284]
column-6	[1237, 90, 1560, 2334]
column-rule	[519, 86, 520, 2330]
ad-text: Πληροφορίαι παρὰ τῷ ἰατρῷ Πανελληνίῳ φαρμακείῳ, Πανεπιστημίου 40.	[527, 1252, 776, 1277]
column-2	[265, 90, 514, 2334]
table-header-cell: Πωλ.	[223, 202, 249, 214]
article-heading: ΕΝΔΙΑΦΕΡΟΥΣΑ ΒΙΒΛΙΟΘΗΚΗ	[790, 751, 996, 769]
table-cell: Δάνειον Ἐθν. Τραπ.	[10, 343, 104, 355]
article-text: — Τηλεγραφήματα ἐκ Λονδίνου τοῦ Πραιτωρίου Ρόουτερ ἀγγέλλει ὅτι τεθωρακισμένη ἁμαξοστοιχία ἐκ Σκορτστροὺμ ἀνεχώρησε ἐπιθετικῶς κατὰ τῶν ὁπόσων οἱ Ἄγγλοι ἦσαν νικηφόροι. Εἰς τὴν μάχην ταύτην ἔλαβον μέρος καὶ ναυτικὰ ἀγήματα.	[1237, 226, 1560, 290]
table-cell: Τραπεζίς Ἐθνικῆς	[10, 214, 95, 225]
table-cell: Φιορίνια	[10, 497, 52, 509]
news-heading: Ἐκτὸς τῶν ἄλλων	[327, 452, 451, 466]
table-row	[8, 344, 251, 356]
signature: Δ. ΚΑΡΑΧΑΛΙΟΣ	[1474, 555, 1560, 567]
news-text: βαθμολογικῶν θὰ ἀνακοινωθῇ ἡ ἀπόφασις τῆς πλειοψηφίας καθ' ἣν ἐν Πειραιεῖ θὰ ἱδρυθῇ σχολὴ ἀρρένων ὑπὸ τὴν προστασίαν τοῦ δήμου.	[265, 468, 514, 519]
table-cell: 201.50	[216, 509, 249, 520]
news-heading: Τὴν Καλλιτεχνικὴν	[322, 133, 456, 148]
article-heading: ΝΕΑ ΥΠΟΧΩΡΗΣΙΣ ΤΩΝ ΜΠΟΕΡΣ	[1237, 354, 1560, 399]
table-row	[8, 226, 251, 238]
table-row	[8, 238, 251, 250]
table-cell	[208, 427, 251, 439]
ad-heading: ΔΑΝΕΙΣΤΙΚΗ ΒΙΒΛΙΟΘΗΚΗ ΑΘΗΝΩΝ	[527, 1003, 776, 1038]
news-heading: Κατὰ	[370, 312, 408, 326]
ad-text: ἐργάτριαι πάσης ἐπαγγέλσεως εἰς μεγάλας ποσότητας, διὰ τὸ ἐμποραρραπτικὸν κατάστημα τοῦ κ. Ξένου, ὁδὸς Ἑρμοῦ ἀρ. 19.	[1009, 831, 1223, 882]
article-subheading: ΙΔΙΑΙΤΕΡΟΝ ΤΗΛ. ΤΟΥ «ΕΜΠΟΡΙΟΥ» ΤΟΥ ΣΥΝΤΑΚΤΟΥ ΜΑΣ	[1259, 429, 1538, 457]
ad-heading: ΕΙΣ ΤΟΥ ΕΥΑΓΓΕΛΙΣΜΟΥ	[1237, 1072, 1560, 1093]
table-cell: 4282.50	[163, 214, 202, 225]
piano-illustration	[572, 618, 731, 846]
table-cell	[208, 404, 251, 415]
table-row	[8, 415, 251, 427]
table-cell: 1881 1884 1887	[10, 415, 87, 426]
table-cell: » Πειραιῶς	[10, 296, 64, 308]
table-cell	[165, 415, 208, 427]
column-rule	[782, 86, 783, 2330]
exchange-title: ΧΡΗΜΑΤΙΣΤΗΡΙΟΝ	[8, 173, 251, 199]
table-cell: 91.50	[174, 296, 202, 308]
article-text: ΤΟ ΕΠΙΤΟΜΗΝ ΤΗΣ ΜΙΚΡΟΒΙΟΛΟΓΙΑΣ ὑπὸ τοῦ κ. Χαρ. Καπάκου καθηγητοῦ τῆς Ἰατρικῆς Σχολῆς. Τόμος Β', σελ. 500.	[1009, 521, 1223, 560]
article-heading: ΠΡΟΣ ΠΑΝΤΑΣ ΤΟΥΣ ΔΙΔΑΣΚΑΛΟΥΣ ΤΟΥ ΚΡΑΤΟΥΣ	[527, 329, 776, 364]
ad-subheading: Δικηγόρος	[615, 1431, 688, 1445]
dateline: ΒΙΕΝΝΗ, 15 Νοεμβρίου.	[1327, 210, 1470, 222]
ad-text: Τὰ κομψότερα καὶ στερεώτερα ὑποδήματα κατασκευάζει ὁ Σπυρόπουλος, 60 Ὁδὸς Σταδίου.	[35, 1226, 223, 1264]
calendar-line: ἡλ. ὡρ. 6 λ. 41. — Δύσις ὡρ. 4 λ. 46.	[33, 156, 225, 169]
table-cell: Εἰκοσάφραγκα	[10, 462, 80, 473]
table-row	[8, 404, 251, 415]
article-heading: ΦΟΡΟΛΟΓΙΑ ΤΩΝ ΕΛΛΗΝΩΝ ΥΠΗΚΟΩΝ ΕΝ ΤΟΥΡΚΙΑ	[1237, 841, 1560, 886]
ad-text: Δέχεται ἐσωτερικοὺς ἀσθενεῖς πρὸς ἐγχειρήσεις καὶ ἄλλας γυναικολογικὰς θεραπείας, καθὼς καὶ παιδία πάσχοντα ἐκ παντὸς νοσήματος.	[1237, 1029, 1560, 1067]
ad-text: Πρὸ ἀκριτοῦ τὰ Ἀθήνας Δικαστήρια	[558, 1447, 746, 1460]
news-text: ἐν συνοδείᾳ τοῦ ὑπασπιστοῦ του μετέβη χθὲς εἰς τὸ Στάδιον, ὅπου ἐπεθεώρησε τὰς ἐργασίας τῆς ἐπιτροπῆς τῶν Ὀλυμπιακῶν Ἀγώνων.	[265, 596, 514, 634]
ad-text: Πωλεῖται ἐν Χαλάνδρῳ κτῆμα ἐκ στρεμμάτων 40 ἐκτεινόμενον μέχρι τῆς πόλεως 3/4 τῆς ὥρας πρὸς τὴν ὁδὸν τῆς Δεκελείας, καθ' ἣν ὑπάρχουσιν 80 περίπου συκάμινα, 48 ἄμπελοι καὶ ἐλαιόδενδρα.	[265, 1239, 514, 1302]
table-cell: 91.50	[221, 319, 249, 331]
ad-address: 70—ΟΔΟΣ ΑΙΟΛΟΥ—70	[817, 1044, 968, 1058]
table-cell: Πυριτιδοποιεῖον	[10, 331, 88, 343]
